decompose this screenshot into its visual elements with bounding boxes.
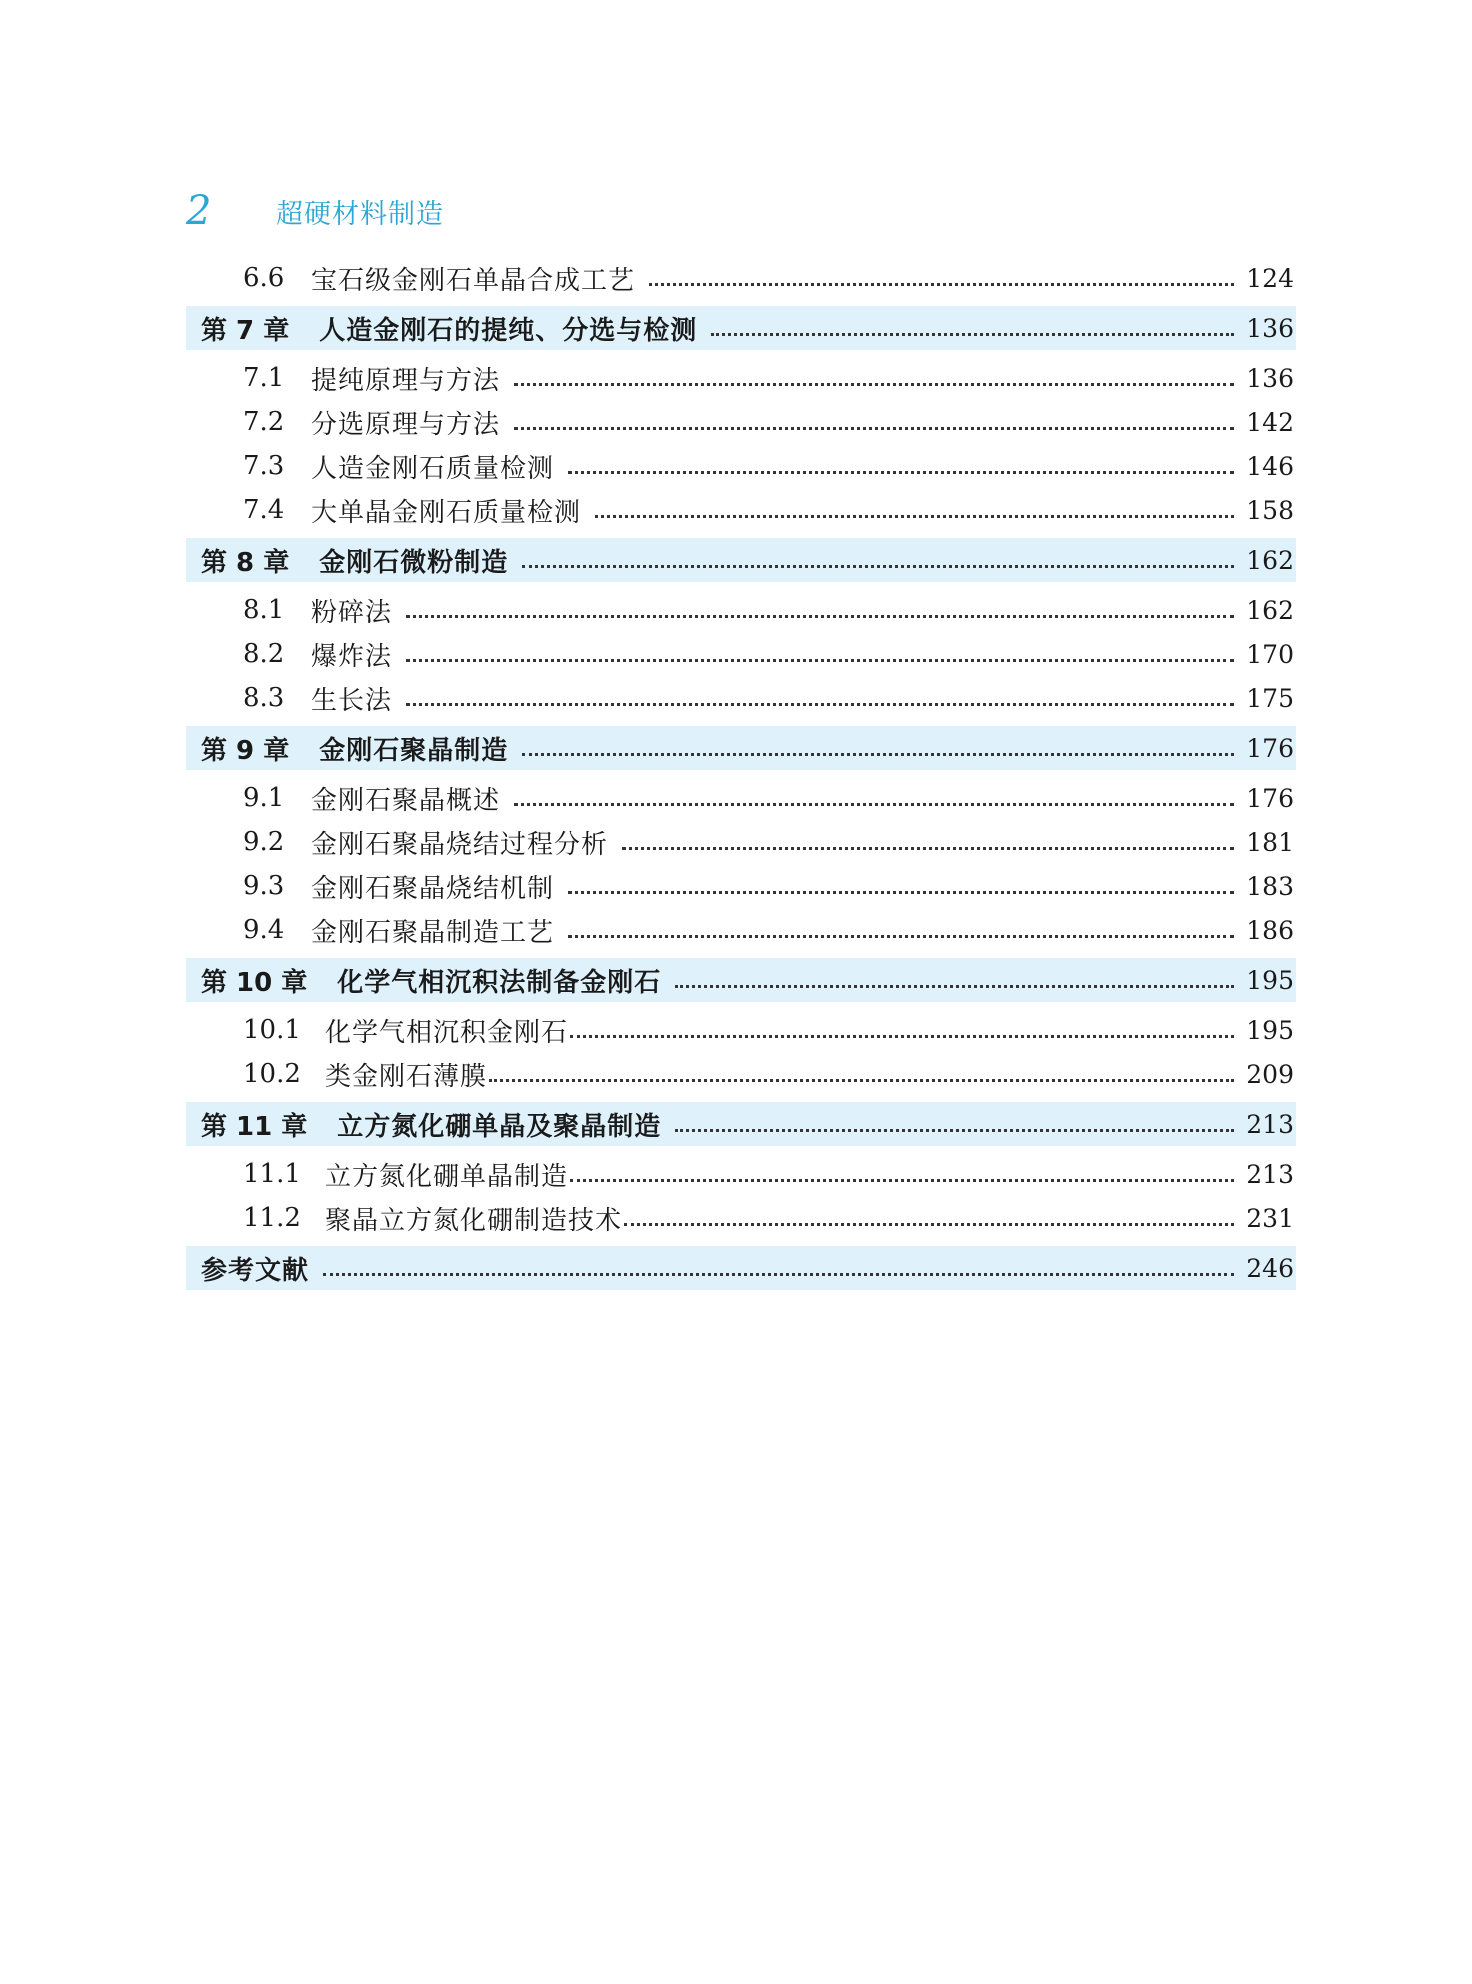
toc-dot-leader <box>568 471 1234 474</box>
toc-chapter-row[interactable] <box>186 726 1296 770</box>
toc-section-row[interactable] <box>186 908 1296 952</box>
toc-chapter-row[interactable] <box>186 306 1296 350</box>
toc-dot-leader <box>570 1035 1234 1038</box>
table-of-contents <box>186 256 1296 1296</box>
toc-entry-number: 9.2 <box>243 827 285 857</box>
toc-entry-title: 爆炸法 <box>311 641 393 672</box>
toc-entry-page: 162 <box>1246 595 1294 625</box>
toc-dot-leader <box>568 935 1234 938</box>
toc-section-row[interactable] <box>186 632 1296 676</box>
toc-dot-leader <box>522 753 1234 756</box>
toc-chapter-row[interactable] <box>186 1102 1296 1146</box>
toc-section-row[interactable] <box>186 588 1296 632</box>
toc-dot-leader <box>323 1273 1234 1276</box>
toc-entry-title: 金刚石聚晶烧结机制 <box>311 873 555 904</box>
toc-entry-page: 136 <box>1246 313 1294 343</box>
toc-entry-page: 176 <box>1246 733 1294 763</box>
toc-entry-title: 宝石级金刚石单晶合成工艺 <box>311 265 636 296</box>
toc-dot-leader <box>675 985 1234 988</box>
toc-entry-title: 人造金刚石质量检测 <box>311 453 555 484</box>
toc-entry-page: 158 <box>1246 495 1294 525</box>
toc-entry-page: 209 <box>1246 1059 1294 1089</box>
toc-chapter-row[interactable] <box>186 958 1296 1002</box>
toc-entry-number: 第 10 章 <box>201 967 308 998</box>
toc-entry-number: 第 8 章 <box>201 547 290 578</box>
toc-entry-number: 8.3 <box>243 683 285 713</box>
toc-entry-number: 6.6 <box>243 263 285 293</box>
toc-entry-page: 124 <box>1246 263 1294 293</box>
toc-dot-leader <box>406 659 1234 662</box>
toc-entry-page: 246 <box>1246 1253 1294 1283</box>
toc-entry-page: 162 <box>1246 545 1294 575</box>
toc-entry-title: 聚晶立方氮化硼制造技术 <box>325 1205 623 1236</box>
toc-entry-title: 金刚石微粉制造 <box>319 547 509 578</box>
toc-dot-leader <box>514 427 1234 430</box>
toc-section-row[interactable] <box>186 356 1296 400</box>
toc-entry-title: 金刚石聚晶制造工艺 <box>311 917 555 948</box>
toc-entry-page: 170 <box>1246 639 1294 669</box>
toc-dot-leader <box>675 1129 1234 1132</box>
toc-entry-page: 195 <box>1246 965 1294 995</box>
toc-section-row[interactable] <box>186 864 1296 908</box>
toc-dot-leader <box>514 383 1234 386</box>
toc-entry-number: 10.1 <box>243 1015 301 1045</box>
toc-entry-title: 大单晶金刚石质量检测 <box>311 497 582 528</box>
toc-dot-leader <box>522 565 1234 568</box>
toc-entry-number: 7.4 <box>243 495 285 525</box>
toc-section-row[interactable] <box>186 1152 1296 1196</box>
toc-entry-page: 195 <box>1246 1015 1294 1045</box>
toc-dot-leader <box>624 1223 1234 1226</box>
toc-entry-title: 立方氮化硼单晶及聚晶制造 <box>337 1111 662 1142</box>
toc-section-row[interactable] <box>186 444 1296 488</box>
toc-dot-leader <box>568 891 1234 894</box>
toc-entry-page: 183 <box>1246 871 1294 901</box>
toc-dot-leader <box>649 283 1234 286</box>
book-title: 超硬材料制造 <box>276 198 444 230</box>
toc-section-row[interactable] <box>186 1196 1296 1240</box>
toc-entry-title: 化学气相沉积金刚石 <box>325 1017 569 1048</box>
toc-dot-leader <box>570 1179 1234 1182</box>
toc-entry-number: 第 9 章 <box>201 735 290 766</box>
toc-entry-number: 11.1 <box>243 1159 301 1189</box>
toc-entry-page: 231 <box>1246 1203 1294 1233</box>
toc-dot-leader <box>711 333 1234 336</box>
toc-entry-page: 176 <box>1246 783 1294 813</box>
toc-entry-number: 11.2 <box>243 1203 301 1233</box>
toc-dot-leader <box>489 1079 1234 1082</box>
toc-entry-page: 181 <box>1246 827 1294 857</box>
toc-entry-title: 金刚石聚晶烧结过程分析 <box>311 829 609 860</box>
toc-section-row[interactable] <box>186 820 1296 864</box>
toc-entry-number: 7.1 <box>243 363 285 393</box>
page-header <box>186 186 444 236</box>
toc-entry-number: 第 7 章 <box>201 315 290 346</box>
toc-entry-number: 9.4 <box>243 915 285 945</box>
toc-entry-number: 第 11 章 <box>201 1111 308 1142</box>
toc-entry-title: 金刚石聚晶概述 <box>311 785 501 816</box>
toc-dot-leader <box>622 847 1234 850</box>
toc-entry-title: 化学气相沉积法制备金刚石 <box>337 967 662 998</box>
toc-entry-page: 136 <box>1246 363 1294 393</box>
toc-entry-number: 9.3 <box>243 871 285 901</box>
toc-entry-page: 146 <box>1246 451 1294 481</box>
toc-entry-page: 213 <box>1246 1109 1294 1139</box>
toc-entry-number: 7.2 <box>243 407 285 437</box>
toc-dot-leader <box>595 515 1234 518</box>
toc-entry-title: 提纯原理与方法 <box>311 365 501 396</box>
toc-dot-leader <box>406 703 1234 706</box>
toc-section-row[interactable] <box>186 400 1296 444</box>
toc-entry-number: 7.3 <box>243 451 285 481</box>
toc-entry-title: 分选原理与方法 <box>311 409 501 440</box>
toc-entry-title: 生长法 <box>311 685 393 716</box>
toc-dot-leader <box>514 803 1234 806</box>
toc-entry-page: 175 <box>1246 683 1294 713</box>
toc-section-row[interactable] <box>186 1008 1296 1052</box>
toc-entry-page: 142 <box>1246 407 1294 437</box>
toc-entry-number: 9.1 <box>243 783 285 813</box>
toc-dot-leader <box>406 615 1234 618</box>
toc-entry-number: 8.2 <box>243 639 285 669</box>
toc-entry-title: 人造金刚石的提纯、分选与检测 <box>319 315 698 346</box>
toc-section-row[interactable] <box>186 776 1296 820</box>
toc-chapter-row[interactable] <box>186 538 1296 582</box>
toc-entry-number: 10.2 <box>243 1059 301 1089</box>
toc-entry-title: 粉碎法 <box>311 597 393 628</box>
toc-section-row[interactable] <box>186 488 1296 532</box>
toc-entry-title: 立方氮化硼单晶制造 <box>325 1161 569 1192</box>
toc-chapter-row[interactable] <box>186 1246 1296 1290</box>
toc-entry-number: 8.1 <box>243 595 285 625</box>
toc-section-row[interactable] <box>186 676 1296 720</box>
toc-section-row[interactable] <box>186 1052 1296 1096</box>
toc-entry-title: 类金刚石薄膜 <box>325 1061 488 1092</box>
toc-entry-page: 213 <box>1246 1159 1294 1189</box>
toc-entry-title: 参考文献 <box>201 1255 310 1286</box>
toc-section-row[interactable] <box>186 256 1296 300</box>
toc-entry-title: 金刚石聚晶制造 <box>319 735 509 766</box>
toc-entry-page: 186 <box>1246 915 1294 945</box>
page-number: 2 <box>186 188 212 234</box>
